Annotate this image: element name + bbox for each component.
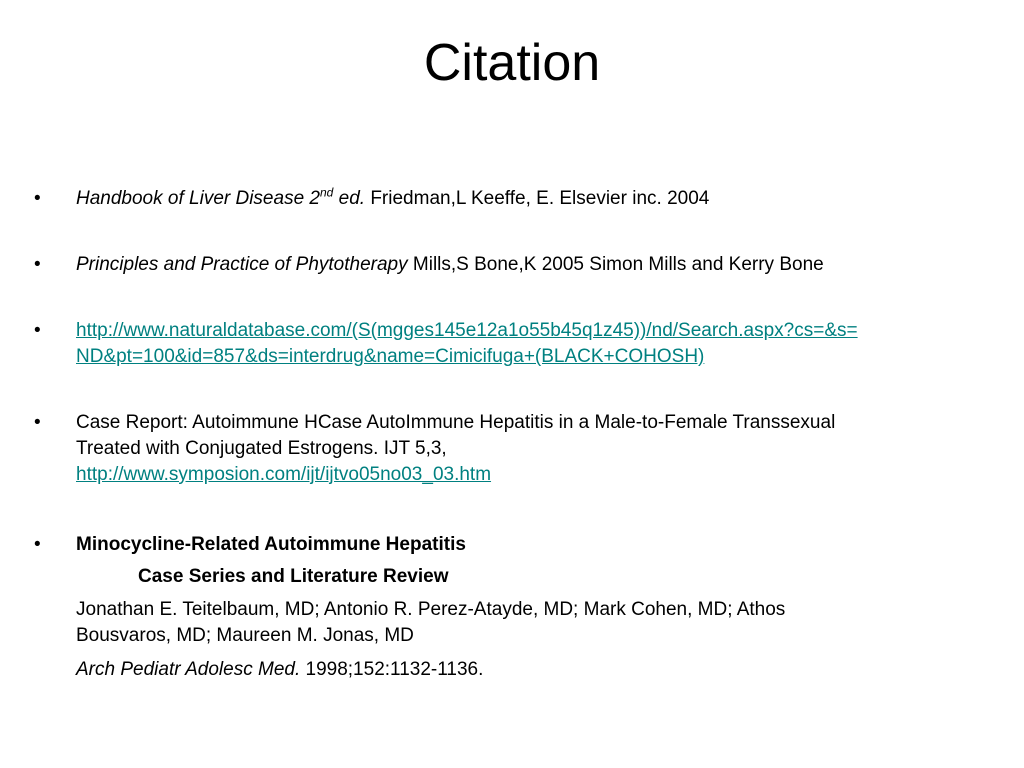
bullet-5: • xyxy=(34,534,41,555)
link-line-1[interactable]: http://www.naturaldatabase.com/(S(mgges145e12a1o55b45q1z45))/nd/Search.aspx?cs=&s= xyxy=(76,320,858,341)
citation-case-report xyxy=(76,410,1016,488)
slide-title: Citation xyxy=(423,34,601,92)
article-title: Minocycline-Related Autoimmune Hepatitis xyxy=(76,534,466,555)
bullet-1: • xyxy=(34,188,41,209)
article-journal-reference xyxy=(76,657,1016,683)
journal-name: Arch Pediatr Adolesc Med. xyxy=(76,659,301,680)
case-report-line-1: Case Report: Autoimmune HCase AutoImmune Hepatitis in a Male-to-Female Transsexual xyxy=(76,412,836,433)
journal-volume-pages: 1998;152:1132-1136. xyxy=(300,659,484,680)
citation-phytotherapy xyxy=(76,252,1016,278)
bullet-3: • xyxy=(34,320,41,341)
authors-line-1: Jonathan E. Teitelbaum, MD; Antonio R. Perez-Atayde, MD; Mark Cohen, MD; Athos xyxy=(76,599,786,620)
link-line-2[interactable]: ND&pt=100&id=857&ds=interdrug&name=Cimicifuga+(BLACK+COHOSH) xyxy=(76,346,705,367)
edition-superscript: nd xyxy=(319,185,334,200)
edition-label: ed. xyxy=(333,188,366,209)
case-report-line-2: Treated with Conjugated Estrogens. IJT 5,3, xyxy=(76,438,447,459)
symposion-link[interactable]: http://www.symposion.com/ijt/ijtvo05no03_03.htm xyxy=(76,464,492,485)
bullet-4: • xyxy=(34,412,41,433)
article-authors xyxy=(76,597,1016,649)
citation-natural-database xyxy=(76,318,1016,370)
bullet-2: • xyxy=(34,254,41,275)
book-title: Principles and Practice of Phytotherapy xyxy=(76,254,408,275)
citation-handbook-liver-disease xyxy=(76,186,1016,212)
citation-details: Mills,S Bone,K 2005 Simon Mills and Kerry Bone xyxy=(407,254,824,275)
book-title: Handbook of Liver Disease 2 xyxy=(76,188,320,209)
article-subtitle: Case Series and Literature Review xyxy=(138,566,449,587)
citation-details: Friedman,L Keeffe, E. Elsevier inc. 2004 xyxy=(365,188,710,209)
authors-line-2: Bousvaros, MD; Maureen M. Jonas, MD xyxy=(76,625,414,646)
natural-database-link[interactable] xyxy=(76,320,858,367)
